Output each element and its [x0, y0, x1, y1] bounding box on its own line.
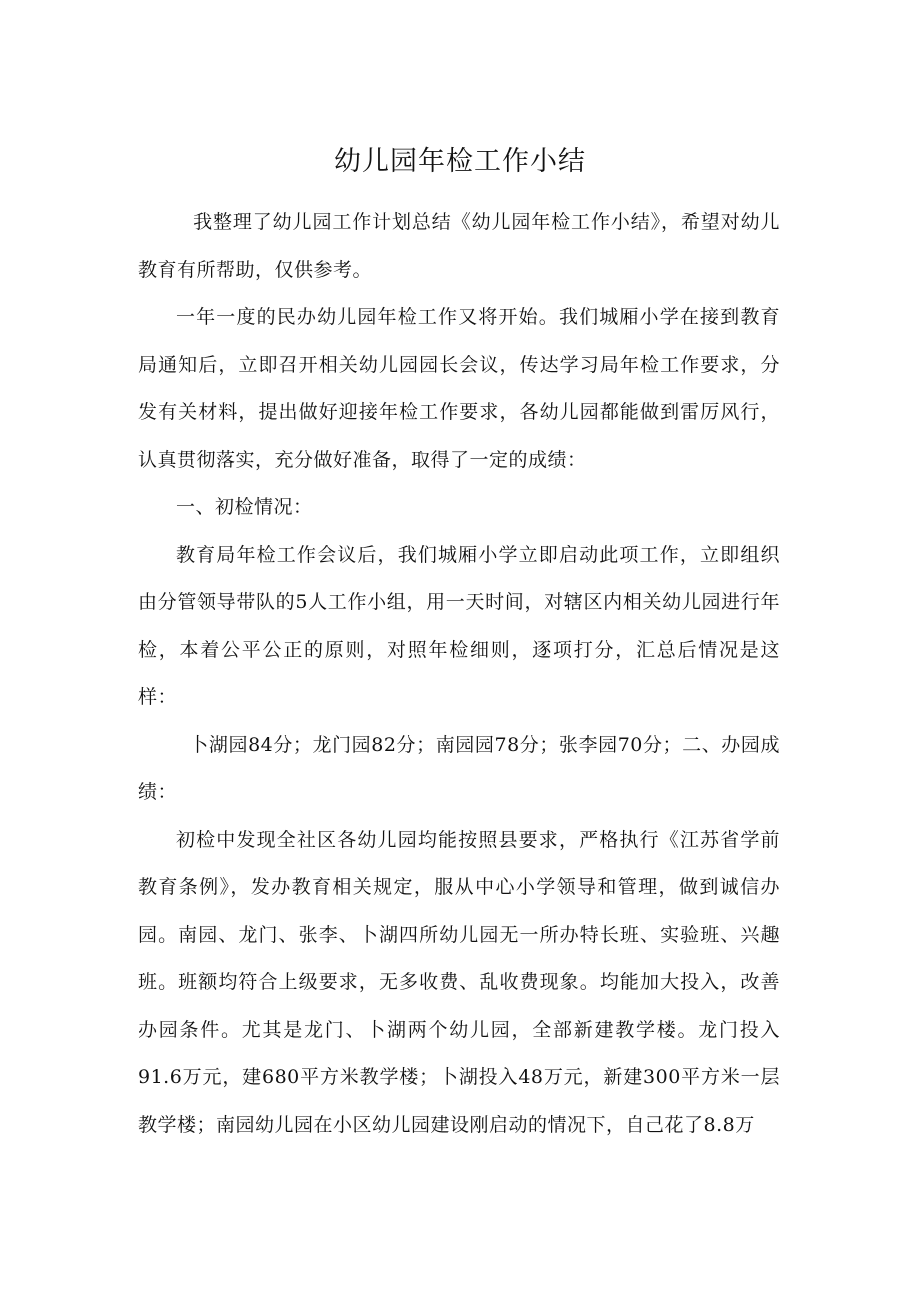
opening-paragraph: 一年一度的民办幼儿园年检工作又将开始。我们城厢小学在接到教育局通知后，立即召开相关幼儿园园长会议，传达学习局年检工作要求，分发有关材料，提出做好迎接年检工作要求，各幼儿园都能做到雷厉风行，认真贯彻落实，充分做好准备，取得了一定的成绩： [138, 306, 780, 471]
section-heading-initial-inspection: 一、初检情况： [176, 496, 313, 518]
document-body [138, 199, 780, 1149]
scores-paragraph: 卜湖园84分；龙门园82分；南园园78分；张李园70分；二、办园成绩： [138, 733, 780, 803]
document-title: 幼儿园年检工作小结 [334, 146, 586, 177]
inspection-paragraph: 教育局年检工作会议后，我们城厢小学立即启动此项工作，立即组织由分管领导带队的5人工作小组，用一天时间，对辖区内相关幼儿园进行年检，本着公平公正的原则，对照年检细则，逐项打分，汇总后情况是这样： [138, 543, 780, 708]
achievements-paragraph: 初检中发现全社区各幼儿园均能按照县要求，严格执行《江苏省学前教育条例》，发办教育相关规定，服从中心小学领导和管理，做到诚信办园。南园、龙门、张李、卜湖四所幼儿园无一所办特长班、实验班、兴趣班。班额均符合上级要求，无多收费、乱收费现象。均能加大投入，改善办园条件。尤其是龙门、卜湖两个幼儿园，全部新建教学楼。龙门投入91.6万元，建680平方米教学楼；卜湖投入48万元，新建300平方米一层教学楼；南园幼儿园在小区幼儿园建设刚启动的情况下，自己花了8.8万 [138, 828, 780, 1136]
intro-paragraph: 我整理了幼儿园工作计划总结《幼儿园年检工作小结》，希望对幼儿教育有所帮助，仅供参考。 [138, 211, 780, 281]
